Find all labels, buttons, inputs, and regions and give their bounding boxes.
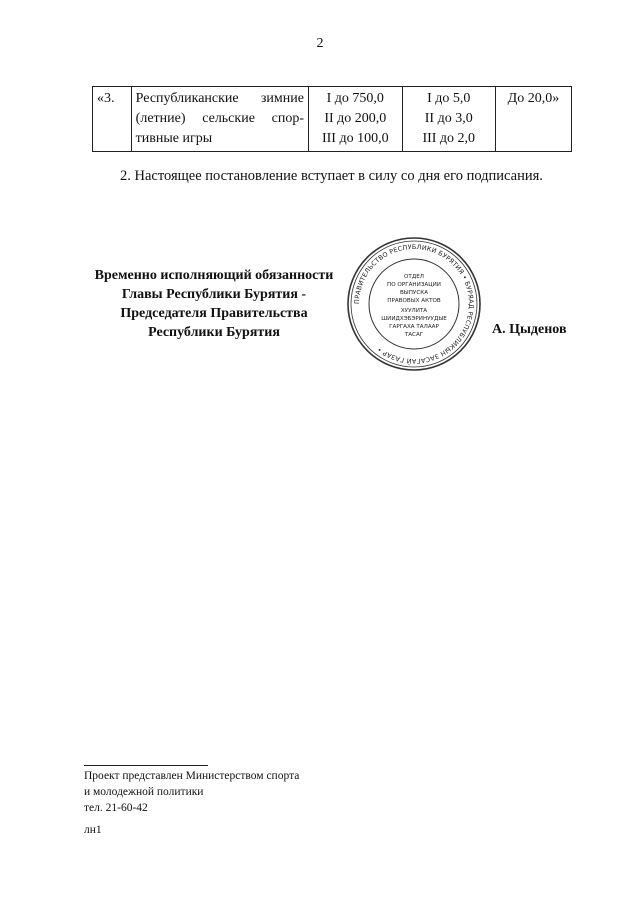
event-name-line: тивные игры <box>135 131 213 146</box>
total-cell: До 20,0» <box>495 87 571 152</box>
signatory-title-line: Главы Республики Бурятия - <box>121 287 307 302</box>
stamp-inner-line: ТАСАГ <box>404 332 424 338</box>
stamp-inner-line: ОТДЕЛ <box>404 274 424 280</box>
stamp-inner-line: ПО ОРГАНИЗАЦИИ <box>387 282 441 288</box>
signatory-title-line: Председателя Правительства <box>120 306 308 321</box>
svg-text:ПРАВИТЕЛЬСТВО РЕСПУБЛИКИ БУРЯТ <box>353 243 475 366</box>
document-code: лн1 <box>84 824 102 836</box>
resolution-paragraph: 2. Настоящее постановление вступает в силу со дня его подписания. <box>120 168 543 184</box>
stamp-inner-line: ВЫПУСКА <box>399 290 429 296</box>
signatory-name: А. Цыденов <box>492 322 567 337</box>
event-name-line: (летние) сельские спор- <box>135 111 304 126</box>
table-row <box>93 87 572 152</box>
points-b-line: III до 2,0 <box>422 131 476 146</box>
footnote-line: Проект представлен Министерством спорта <box>84 770 300 782</box>
signatory-title-line: Временно исполняющий обязанности <box>94 268 334 283</box>
signatory-title-line: Республики Бурятия <box>148 325 280 340</box>
points-a-line: III до 100,0 <box>321 131 389 146</box>
stamp-inner-line: ПРАВОВЫХ АКТОВ <box>387 298 441 304</box>
row-number-cell: «3. <box>93 87 132 152</box>
points-b-line: I до 5,0 <box>427 91 471 106</box>
event-name-cell <box>131 87 308 152</box>
footnote-line: и молодежной политики <box>84 786 204 798</box>
points-a-cell <box>308 87 402 152</box>
stamp-inner-line: ШИИДХЭБЭРИНУУДЫЕ <box>381 316 447 322</box>
signatory-title <box>76 266 352 342</box>
points-b-line: II до 3,0 <box>424 111 473 126</box>
stamp-inner-line: ГАРГАХА ТАЛААР <box>389 324 439 330</box>
footnote-divider <box>84 765 208 766</box>
event-name-line: Республиканские зимние <box>135 91 304 106</box>
points-b-cell <box>402 87 495 152</box>
footnote <box>84 768 299 816</box>
footnote-line: тел. 21-60-42 <box>84 802 148 814</box>
page-number: 2 <box>316 36 324 51</box>
points-a-line: II до 200,0 <box>324 111 387 126</box>
sport-events-table <box>92 86 572 152</box>
official-stamp <box>346 236 482 372</box>
stamp-ring-text: ПРАВИТЕЛЬСТВО РЕСПУБЛИКИ БУРЯТИЯ • БУРЯАД РЕСПУБЛИКЫН ЗАСАГАЙ ГАЗАР • <box>352 242 476 366</box>
points-a-line: I до 750,0 <box>326 91 384 106</box>
stamp-inner-line: ХУУЛИТА <box>400 308 428 314</box>
